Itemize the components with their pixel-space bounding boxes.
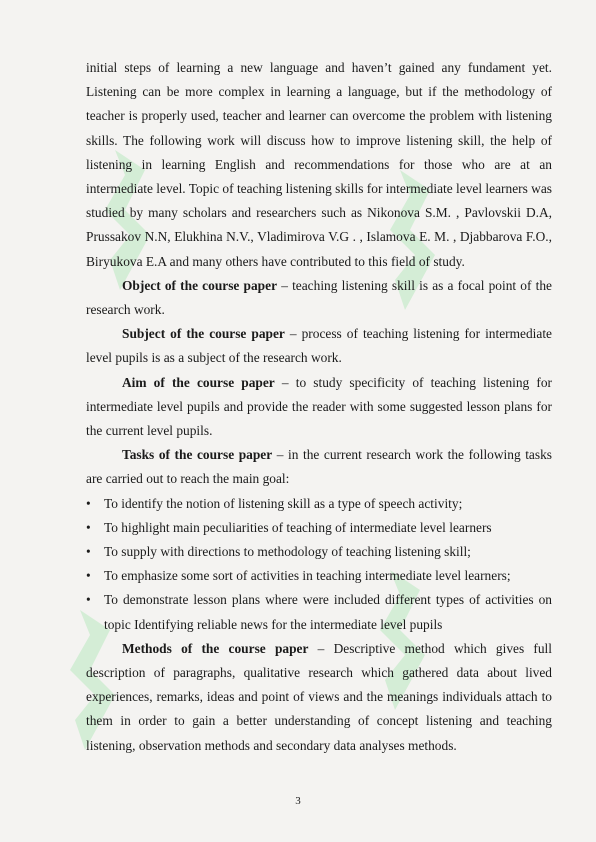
object-label: Object of the course paper xyxy=(122,277,278,293)
aim-paragraph xyxy=(86,371,552,444)
page-number: 3 xyxy=(295,795,301,807)
methods-text: – Descriptive method which gives full description of paragraphs, qualitative research which gathered data about lived experiences, remarks, ideas and point of views and the meanings individuals attach to them in order to gain a better understanding of concept listening and teaching listening, observation methods and secondary data analyses methods. xyxy=(86,640,552,753)
object-paragraph xyxy=(86,274,552,322)
tasks-paragraph xyxy=(86,443,552,491)
tasks-list xyxy=(86,492,552,637)
list-item: • To highlight main peculiarities of teaching of intermediate level learners xyxy=(86,516,552,540)
tasks-text: – in the current research work the following tasks are carried out to reach the main goal: xyxy=(86,447,552,487)
list-item: • To identify the notion of listening skill as a type of speech activity; xyxy=(86,492,552,516)
aim-text: – to study specificity of teaching listening for intermediate level pupils and provide the reader with some suggested lesson plans for the current level pupils. xyxy=(86,374,552,439)
document-body xyxy=(86,56,552,758)
methods-paragraph xyxy=(86,637,552,758)
list-item: • To supply with directions to methodology of teaching listening skill; xyxy=(86,540,552,564)
subject-paragraph xyxy=(86,322,552,370)
aim-label: Aim of the course paper xyxy=(122,374,275,390)
tasks-label: Tasks of the course paper xyxy=(122,447,273,463)
subject-text: – process of teaching listening for intermediate level pupils is as a subject of the research work. xyxy=(86,326,552,366)
object-text: – teaching listening skill is as a focal point of the research work. xyxy=(86,277,552,318)
list-item: • To demonstrate lesson plans where were included different types of activities on topic Identifying reliable news for the intermediate level pupils xyxy=(86,588,552,636)
subject-label: Subject of the course paper xyxy=(122,326,285,342)
intro-paragraph: initial steps of learning a new language and haven’t gained any fundament yet. Listening can be more complex in learning a language, but if the methodology of teacher is properly used, teacher and learner can overcome the problem with listening skills. The following work will discuss how to improve listening skill, the help of listening in learning English and recommendations for those who are at an intermediate level. Topic of teaching listening skills for intermediate level learners was studied by many scholars and researchers such as Nikonova S.M. , Pavlovskii D.A, Prussakov N.N, Elukhina N.V., Vladimirova V.G . , Islamova E. M. , Djabbarova F.O., Biryukova E.A and many others have contributed to this field of study. xyxy=(86,60,552,269)
methods-label: Methods of the course paper xyxy=(122,640,309,656)
list-item: • To emphasize some sort of activities in teaching intermediate level learners; xyxy=(86,564,552,588)
